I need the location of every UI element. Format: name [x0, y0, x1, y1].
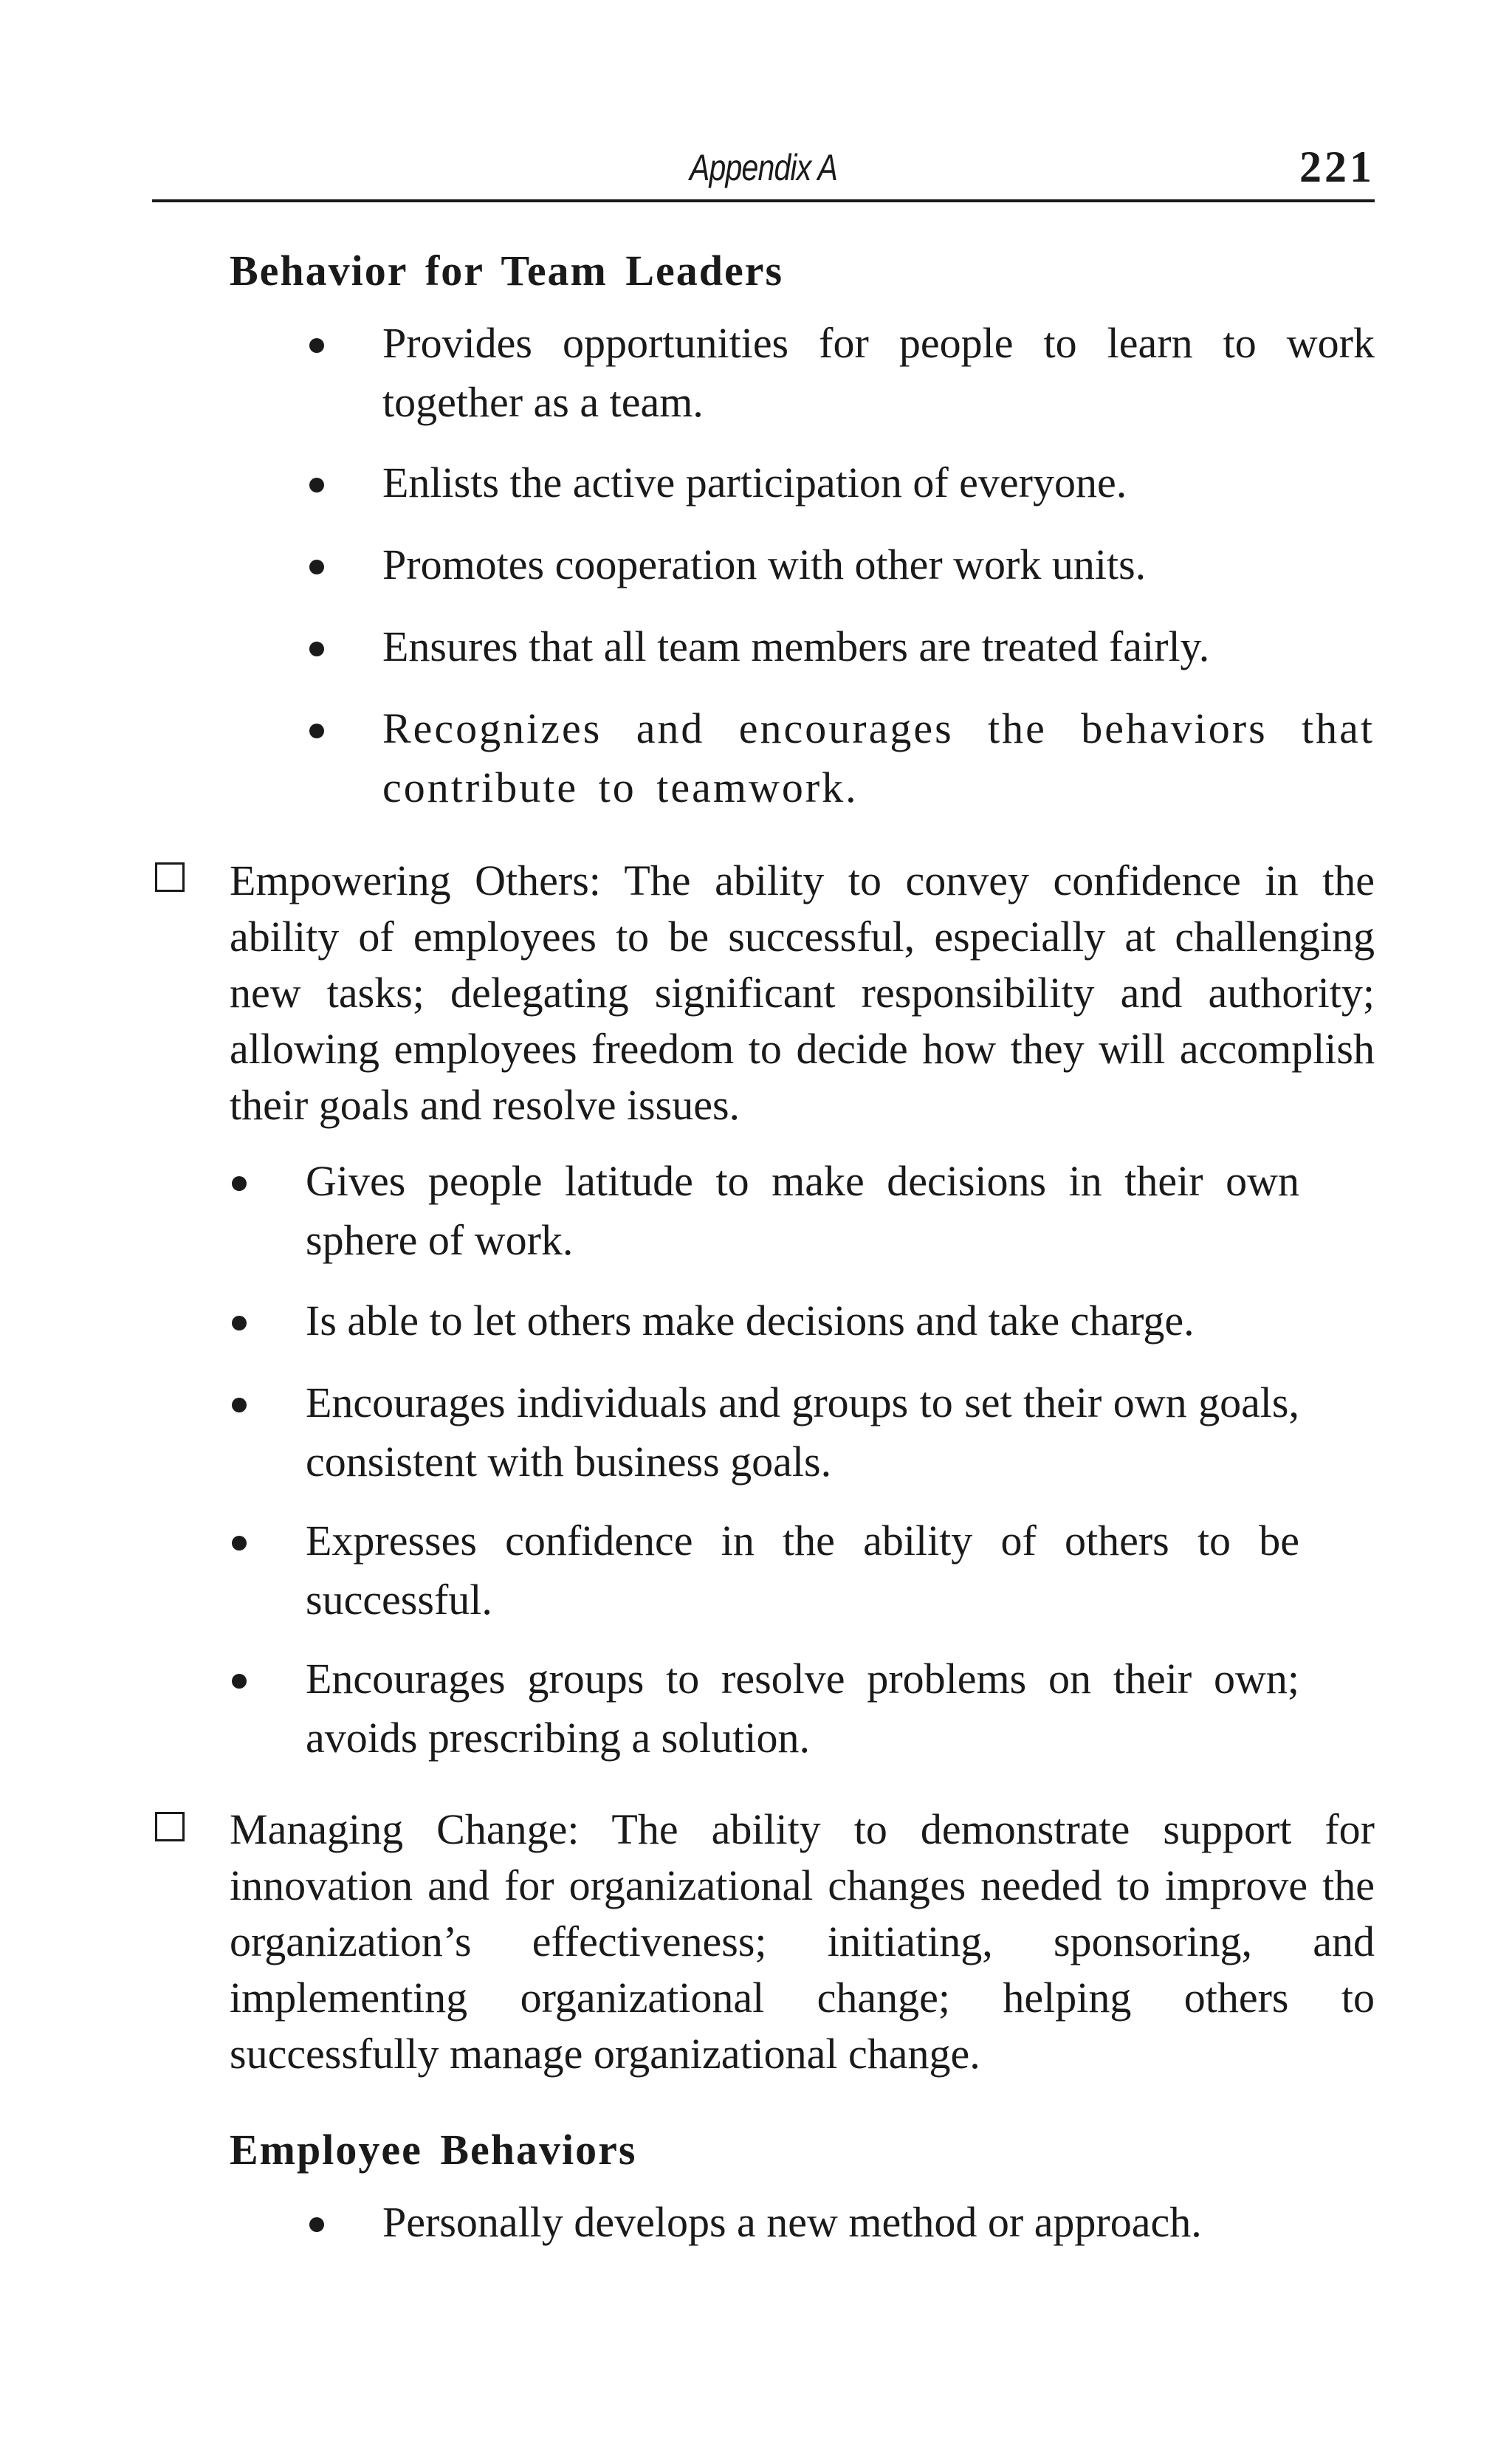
bullet-icon: [309, 724, 324, 738]
checkbox-icon: [155, 1812, 185, 1841]
bullet-icon: [309, 338, 324, 353]
list-item-text: Recognizes and encourages the behaviors that contribute to teamwork.: [382, 704, 1375, 811]
running-header: [152, 140, 1375, 202]
list-item-text: Encourages groups to resolve problems on their own; avoids prescribing a solution.: [306, 1655, 1299, 1762]
bullet-icon: [309, 642, 324, 656]
bullet-icon: [309, 560, 324, 574]
list-item-text: Gives people latitude to make decisions in their own sphere of work.: [306, 1157, 1299, 1264]
bullet-icon: [309, 2217, 324, 2232]
empowering-others-definition: Empowering Others: The ability to convey confidence in the ability of employees to be successful, especially at challenging new tasks; delegating significant responsibility and authority; allowing employees freedom to decide how they will accomplish their goals and resolve issues.: [230, 856, 1375, 1129]
list-item-text: Personally develops a new method or approach.: [382, 2198, 1202, 2246]
list-item-text: Promotes cooperation with other work units.: [382, 540, 1147, 588]
running-title: Appendix A: [689, 147, 837, 188]
employee-behaviors-heading: Employee Behaviors: [230, 2126, 637, 2174]
managing-change-definition: Managing Change: The ability to demonstrate support for innovation and for organizational changes needed to improve the organization’s effectiveness; initiating, sponsoring, and implementing organizational change; helping others to successfully manage organizational change.: [230, 1805, 1375, 2078]
list-item-text: Provides opportunities for people to learn to work together as a team.: [382, 319, 1375, 426]
bullet-icon: [232, 1398, 247, 1412]
page-number: 221: [1299, 142, 1375, 191]
bullet-icon: [232, 1536, 247, 1551]
list-item-text: Encourages individuals and groups to set their own goals, consistent with business goals.: [306, 1378, 1299, 1486]
bullet-icon: [309, 478, 324, 492]
bullet-icon: [232, 1316, 247, 1330]
team-leaders-heading: Behavior for Team Leaders: [230, 247, 784, 295]
list-item-text: Ensures that all team members are treated fairly.: [382, 622, 1210, 670]
bullet-icon: [232, 1674, 247, 1689]
checkbox-icon: [155, 862, 185, 892]
list-item-text: Is able to let others make decisions and take charge.: [306, 1297, 1195, 1345]
bullet-icon: [232, 1176, 247, 1191]
list-item-text: Expresses confidence in the ability of others to be successful.: [306, 1517, 1299, 1624]
list-item-text: Enlists the active participation of everyone.: [382, 459, 1127, 507]
